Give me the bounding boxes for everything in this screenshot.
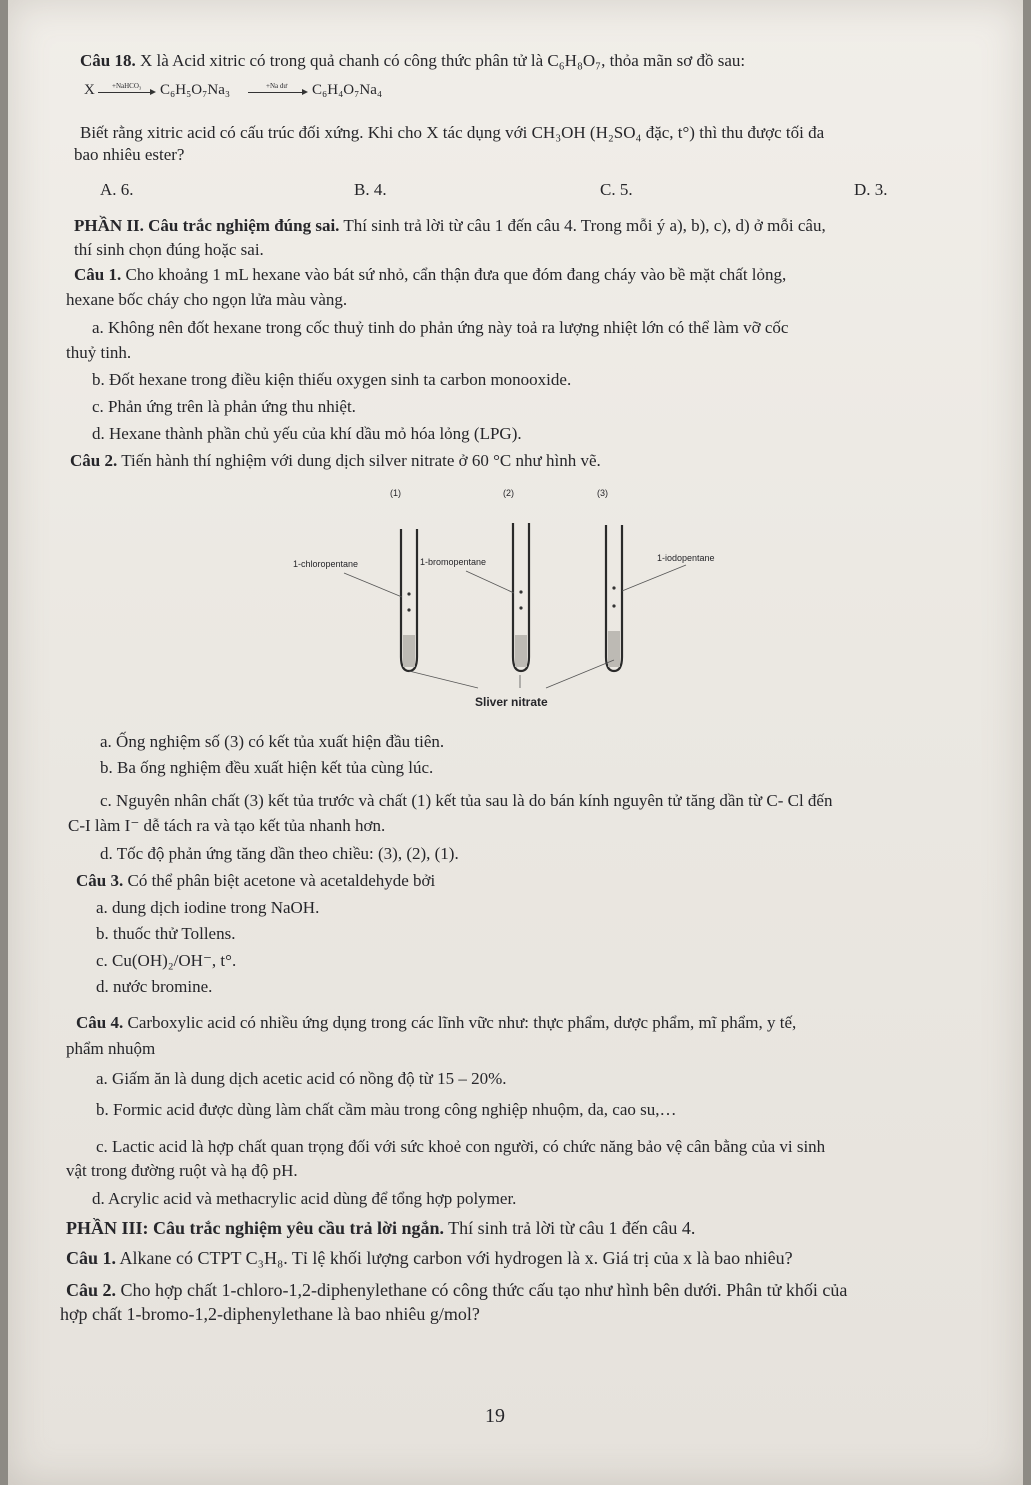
- p2-q1-d: d. Hexane thành phần chủ yếu của khí dầu mỏ hóa lỏng (LPG).: [92, 424, 522, 443]
- tube-number-3: (3): [597, 488, 608, 498]
- part2-instruction-line-2: thí sinh chọn đúng hoặc sai.: [74, 240, 264, 259]
- test-tube-figure: [288, 485, 768, 710]
- tube-number-1: (1): [390, 488, 401, 498]
- scheme-arrow-2-label: +Na dư: [266, 82, 288, 90]
- part3-heading: PHẦN III: Câu trắc nghiệm yêu cầu trả lời ngắn.: [66, 1218, 444, 1238]
- exam-page: [8, 0, 1023, 1485]
- q18-intro: Câu 18. X là Acid xitric có trong quả chanh có công thức phân tử là C₆H₈O₇, thỏa mãn sơ đồ sau:: [80, 51, 746, 70]
- reagent-label-2: 1-bromopentane: [420, 557, 487, 567]
- p2-q2-label: Câu 2.: [70, 451, 118, 470]
- reagent-label-1: 1-chloropentane: [293, 559, 359, 569]
- drops: [407, 586, 615, 611]
- part2-heading: PHẦN II. Câu trắc nghiệm đúng sai.: [74, 216, 340, 235]
- solution-label: Sliver nitrate: [475, 695, 548, 709]
- scheme-product-1: C₆H₅O₇Na₃: [160, 82, 231, 98]
- p3-q2: Câu 2. Cho hợp chất 1-chloro-1,2-diphenylethane có công thức cấu tạo như hình bên dưới. Phân tử khối của: [66, 1280, 848, 1300]
- p2-q1-a: a. Không nên đốt hexane trong cốc thuỷ tinh do phản ứng này toả ra lượng nhiệt lớn có thể làm vỡ cốc: [92, 318, 789, 337]
- p2-q1-stem-line-2: hexane bốc cháy cho ngọn lửa màu vàng.: [66, 290, 348, 309]
- q18-question-line-2: bao nhiêu ester?: [74, 145, 185, 164]
- test-tube-3: [606, 525, 622, 671]
- p2-q4-stem: Câu 4. Carboxylic acid có nhiều ứng dụng trong các lĩnh vữc như: thực phẩm, dược phẩm, mĩ phẩm, y tế,: [76, 1013, 797, 1032]
- q18-option-c: C. 5.: [600, 180, 633, 199]
- p3-q1: Câu 1. Alkane có CTPT C₃H₈. Tỉ lệ khối lượng carbon với hydrogen là x. Giá trị của x là bao nhiêu?: [66, 1248, 793, 1268]
- scheme-start: X: [84, 82, 95, 98]
- p2-q4-c-line-2: vật trong đường ruột và hạ độ pH.: [66, 1161, 298, 1180]
- p2-q4-b: b. Formic acid được dùng làm chất cầm màu trong công nghiệp nhuộm, da, cao su,…: [96, 1100, 677, 1119]
- scheme-product-2: C₆H₄O₇Na₄: [312, 82, 383, 98]
- p2-q1-stem: Câu 1. Cho khoảng 1 mL hexane vào bát sứ nhỏ, cẩn thận đưa que đóm đang cháy vào bề mặt chất lỏng,: [74, 265, 787, 284]
- scheme-arrow-2: [248, 92, 306, 93]
- p2-q2-c-line-2: C-I làm I⁻ dễ tách ra và tạo kết tủa nhanh hơn.: [68, 816, 386, 835]
- p2-q3-a: a. dung dịch iodine trong NaOH.: [96, 898, 320, 917]
- p2-q2-d: d. Tốc độ phản ứng tăng dần theo chiều: (3), (2), (1).: [100, 844, 459, 863]
- scheme-arrow-1-label: +NaHCO₃: [112, 82, 142, 90]
- p2-q1-a-line-2: thuỷ tinh.: [66, 343, 132, 362]
- p2-q2-b: b. Ba ống nghiệm đều xuất hiện kết tủa cùng lúc.: [100, 758, 434, 777]
- p2-q4-d: d. Acrylic acid và methacrylic acid dùng để tổng hợp polymer.: [92, 1189, 517, 1208]
- tube-number-2: (2): [503, 488, 514, 498]
- page-number: 19: [485, 1405, 505, 1427]
- q18-question-line-1: Biết rằng xitric acid có cấu trúc đối xứng. Khi cho X tác dụng với CH₃OH (H₂SO₄ đặc, t°) thì thu được tối đa: [80, 123, 825, 142]
- p2-q3-stem: Câu 3. Có thể phân biệt acetone và acetaldehyde bởi: [76, 871, 436, 890]
- p2-q3-label: Câu 3.: [76, 871, 124, 890]
- part3-instruction: PHẦN III: Câu trắc nghiệm yêu cầu trả lời ngắn. Thí sinh trả lời từ câu 1 đến câu 4.: [66, 1218, 696, 1238]
- scheme-arrow-1: [98, 92, 154, 93]
- p2-q2-a: a. Ống nghiệm số (3) có kết tủa xuất hiện đầu tiên.: [100, 732, 445, 751]
- p2-q1-label: Câu 1.: [74, 265, 122, 284]
- p2-q3-b: b. thuốc thử Tollens.: [96, 924, 236, 943]
- p2-q4-stem-line-2: phẩm nhuộm: [66, 1039, 156, 1058]
- p2-q4-label: Câu 4.: [76, 1013, 124, 1032]
- p2-q3-d: d. nước bromine.: [96, 977, 213, 996]
- p2-q2-c: c. Nguyên nhân chất (3) kết tủa trước và chất (1) kết tủa sau là do bán kính nguyên tử tăng dần từ C- Cl đến: [100, 791, 833, 810]
- p2-q1-b: b. Đốt hexane trong điều kiện thiếu oxygen sinh ta carbon monooxide.: [92, 370, 572, 389]
- q18-option-d: D. 3.: [854, 180, 888, 199]
- p2-q4-c: c. Lactic acid là hợp chất quan trọng đối với sức khoẻ con người, có chức năng bảo vệ cân bằng của vi sinh: [96, 1137, 826, 1156]
- p3-q2-label: Câu 2.: [66, 1280, 117, 1300]
- p2-q1-c: c. Phản ứng trên là phản ứng thu nhiệt.: [92, 397, 356, 416]
- q18-option-a: A. 6.: [100, 180, 134, 199]
- reagent-label-3: 1-iodopentane: [657, 553, 715, 563]
- p2-q2-stem: Câu 2. Tiến hành thí nghiệm với dung dịch silver nitrate ở 60 °C như hình vẽ.: [70, 451, 601, 470]
- q18-label: Câu 18.: [80, 51, 136, 70]
- p3-q2-line-2: hợp chất 1-bromo-1,2-diphenylethane là bao nhiêu g/mol?: [60, 1304, 480, 1324]
- test-tubes-drawing: [288, 485, 768, 690]
- p2-q4-a: a. Giấm ăn là dung dịch acetic acid có nồng độ từ 15 – 20%.: [96, 1069, 507, 1088]
- p2-q3-c: c. Cu(OH)₂/OH⁻, t°.: [96, 951, 237, 970]
- part2-instruction: PHẦN II. Câu trắc nghiệm đúng sai. Thí sinh trả lời từ câu 1 đến câu 4. Trong mỗi ý a), b), c), d) ở mỗi câu,: [74, 216, 826, 235]
- test-tube-1: [401, 529, 417, 671]
- test-tube-2: [513, 523, 529, 671]
- label-pointer-lines: [344, 565, 686, 688]
- p3-q1-label: Câu 1.: [66, 1248, 117, 1268]
- q18-option-b: B. 4.: [354, 180, 387, 199]
